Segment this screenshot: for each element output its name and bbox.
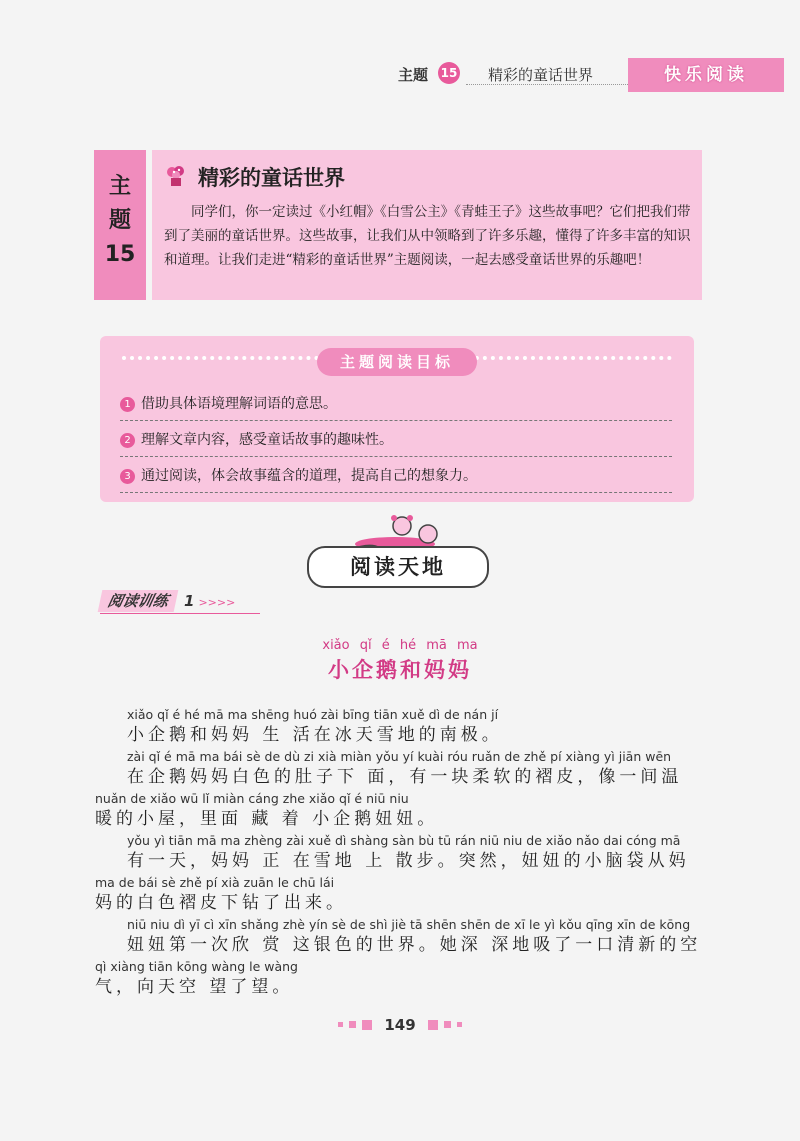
hanzi-line: 有一天，妈妈 正 在雪地 上 散步。突然，妞妞的小脑袋从妈 xyxy=(127,851,690,871)
footer-square xyxy=(338,1022,343,1027)
story-title: 小企鹅和妈妈 xyxy=(328,658,472,682)
theme-side-char: 主 xyxy=(108,174,131,199)
theme-title: 精彩的童话世界 xyxy=(198,166,345,190)
goal-number: 3 xyxy=(120,469,135,484)
goal-number: 1 xyxy=(120,397,135,412)
reading-world-banner: 阅读天地 xyxy=(307,546,489,588)
hanzi-line: 小企鹅和妈妈 生 活在冰天雪地的南极。 xyxy=(127,725,503,745)
training-number: 1 xyxy=(184,592,195,610)
pinyin-line: qì xiàng tiān kōng wàng le wàng xyxy=(95,959,298,974)
reading-training-label xyxy=(100,590,260,614)
training-label-text: 阅读训练 xyxy=(98,590,179,612)
footer-square xyxy=(349,1021,356,1028)
goal-item xyxy=(120,460,672,493)
goal-text: 理解文章内容，感受童话故事的趣味性。 xyxy=(141,432,393,448)
pinyin-line: zài qǐ é mā ma bái sè de dù zi xià miàn yǒu yí kuài róu ruǎn de zhě pí xiàng yì jiān wēn xyxy=(127,749,672,764)
reading-goals-box xyxy=(100,336,694,502)
section-tab-label: 快乐阅读 xyxy=(664,65,748,85)
flower-pot-icon xyxy=(164,164,188,188)
hanzi-line: 妞妞第一次欣 赏 这银色的世界。她深 深地吸了一口清新的空 xyxy=(127,935,702,955)
theme-side-label xyxy=(94,150,146,300)
header-theme-title: 精彩的童话世界 xyxy=(488,66,594,84)
pinyin-line: yǒu yì tiān mā ma zhèng zài xuě dì shàng sàn bù tū rán niū niu de xiǎo nǎo dai cóng mā xyxy=(127,833,681,848)
goal-text: 通过阅读，体会故事蕴含的道理，提高自己的想象力。 xyxy=(141,468,477,484)
hanzi-line: 妈的白色褶皮下钻了出来。 xyxy=(95,893,347,913)
goal-item xyxy=(120,424,672,457)
pinyin-line: xiǎo qǐ é hé mā ma shēng huó zài bīng tiān xuě dì de nán jí xyxy=(127,707,499,722)
pinyin-line: nuǎn de xiǎo wū lǐ miàn cáng zhe xiǎo qǐ é niū niu xyxy=(95,791,409,806)
header-theme-label: 主题 xyxy=(398,66,429,84)
theme-intro-box xyxy=(152,150,702,300)
pinyin-line: ma de bái sè zhě pí xià zuān le chū lái xyxy=(95,875,335,890)
footer-square xyxy=(428,1020,438,1030)
goal-item xyxy=(120,388,672,421)
footer-square xyxy=(444,1021,451,1028)
footer-square xyxy=(362,1020,372,1030)
story-title-pinyin: xiǎo qǐ é hé mā ma xyxy=(322,638,478,653)
section-tab xyxy=(628,58,784,92)
page-number: 149 xyxy=(384,1015,416,1034)
page-footer xyxy=(0,1014,800,1034)
hanzi-line: 暖的小屋，里面 藏 着 小企鹅妞妞。 xyxy=(95,809,439,829)
story-body xyxy=(95,706,705,1000)
hanzi-line: 在企鹅妈妈白色的肚子下 面，有一块柔软的褶皮，像一间温 xyxy=(127,767,683,787)
goals-title-badge: 主题阅读目标 xyxy=(317,348,477,376)
training-arrows: >>>> xyxy=(198,596,236,609)
goal-number: 2 xyxy=(120,433,135,448)
theme-side-char: 题 xyxy=(108,208,131,233)
header-theme-number: 15 xyxy=(438,62,460,84)
goal-text: 借助具体语境理解词语的意思。 xyxy=(141,396,337,412)
footer-square xyxy=(457,1022,462,1027)
training-underline xyxy=(100,613,260,614)
theme-intro-text: 同学们，你一定读过《小红帽》《白雪公主》《青蛙王子》这些故事吧？它们把我们带到了美丽的童话世界。这些故事，让我们从中领略到了许多乐趣，懂得了许多丰富的知识和道理。让我们走进“精彩的童话世界”主题阅读，一起去感受童话世界的乐趣吧！ xyxy=(164,204,691,268)
hanzi-line: 气，向天空 望了望。 xyxy=(95,977,294,997)
pinyin-line: niū niu dì yī cì xīn shǎng zhè yín sè de shì jiè tā shēn shēn de xī le yì kǒu qīng xīn de kōng xyxy=(127,917,691,932)
theme-side-number: 15 xyxy=(104,242,136,267)
